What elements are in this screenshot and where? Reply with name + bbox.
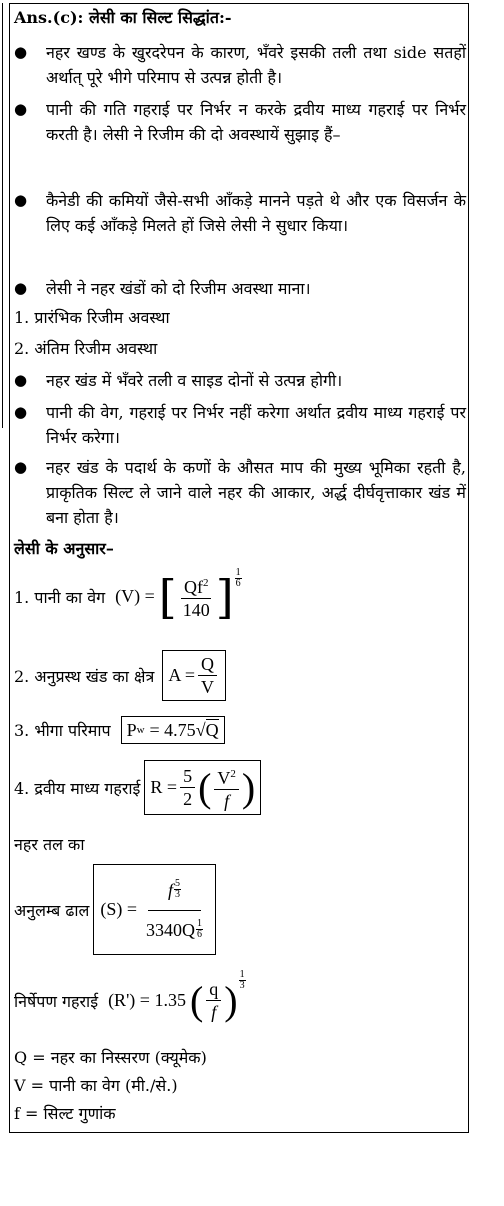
paren-left: ( <box>189 977 204 1023</box>
fraction <box>214 763 239 812</box>
bullet-item <box>14 455 466 530</box>
legend-item: V = पानी का वेग (मी./से.) <box>14 1076 178 1095</box>
bullet-item <box>14 97 466 147</box>
bullet-item <box>14 40 466 90</box>
formula-label: 3. भीगा परिमाप <box>14 721 111 740</box>
formula-lhs: P <box>126 719 137 740</box>
bullet-text: पानी की गति गहराई पर निर्भर न करके द्रवीय माध्य गहराई पर निर्भर करती है। लेसी ने रिजीम की दो अवस्थायें सुझाइ हैं– <box>46 100 466 144</box>
formula-perimeter <box>14 716 225 744</box>
numerator: 5 <box>180 765 195 788</box>
exponent: 2 <box>230 768 236 780</box>
formula-lhs: (R') = 1.35 <box>108 990 186 1010</box>
power-fraction <box>174 879 181 900</box>
bullet-dot-icon: ● <box>14 191 28 209</box>
left-margin-line <box>2 3 3 428</box>
denominator: f <box>224 791 230 811</box>
fraction <box>143 869 206 950</box>
power-numerator: 1 <box>239 969 245 980</box>
bullet-dot-icon: ● <box>14 43 28 61</box>
bullet-dot-icon: ● <box>14 100 28 118</box>
bullet-item <box>14 276 466 301</box>
denominator: f <box>211 1002 217 1022</box>
numerator: q <box>206 978 221 1001</box>
power-fraction <box>235 568 242 589</box>
fraction <box>180 765 195 810</box>
power-denominator: 6 <box>235 578 241 589</box>
power-numerator: 1 <box>235 567 241 578</box>
bullet-dot-icon: ● <box>14 371 28 389</box>
formula-box <box>144 760 261 815</box>
bracket-left: [ <box>158 569 177 624</box>
bullet-text: नहर खण्ड के खुरदरेपन के कारण, भँवरे इसकी तली तथा side सतहों अर्थात् पूरे भीगे परिमाप से उत्पन्न होती है। <box>46 43 466 87</box>
lacey-heading: लेसी के अनुसार– <box>14 539 114 558</box>
formula-lhs: (V) = <box>115 586 155 606</box>
formula-label: 4. द्रवीय माध्य गहराई <box>14 778 141 798</box>
bullet-text: नहर खंड के पदार्थ के कणों के औसत माप की मुख्य भूमिका रहती है, प्राकृतिक सिल्ट ले जाने वाले नहर की आकार, अर्द्ध दीर्घवृत्ताकार खंड में बना होता है। <box>46 458 466 527</box>
denominator: V <box>201 677 215 697</box>
power-denominator: 3 <box>175 889 181 900</box>
formula-pre-label: नहर तल का <box>14 835 85 854</box>
power-fraction <box>196 919 203 940</box>
bullet-text: लेसी ने नहर खंडों को दो रिजीम अवस्था माना। <box>46 279 311 298</box>
denominator: 140 <box>182 600 210 620</box>
paren-right: ) <box>224 977 238 1023</box>
denominator: 2 <box>183 789 193 809</box>
radicand: Q <box>205 720 219 740</box>
subscript: w <box>136 724 145 736</box>
formula-label: निर्षेपण गहराई <box>14 991 99 1011</box>
bullet-dot-icon: ● <box>14 279 28 297</box>
formula-label: अनुलम्ब ढाल <box>14 900 90 920</box>
bullet-item <box>14 400 466 450</box>
denominator: 3340Q <box>146 920 196 940</box>
formula-lhs: A = <box>168 665 196 685</box>
formula-box <box>162 650 226 701</box>
numerator: V <box>217 768 231 788</box>
bullet-item <box>14 368 466 393</box>
bullet-text: कैनेडी की कमियों जैसे-सभी आँकड़े मानने पड़ते थे और एक विसर्जन के लिए कई आँकड़े मिलते हों जिसे लेसी ने सुधार किया। <box>46 191 466 235</box>
formula-lhs: R = <box>150 777 178 797</box>
numerator: Qf <box>183 577 203 597</box>
power-denominator: 6 <box>197 929 203 940</box>
power-numerator: 5 <box>175 878 181 889</box>
fraction <box>206 978 221 1023</box>
answer-heading: Ans.(c): लेसी का सिल्ट सिद्धांत:- <box>14 8 232 27</box>
formula-box <box>121 716 225 744</box>
legend-item: f = सिल्ट गुणांक <box>14 1104 116 1123</box>
power-numerator: 1 <box>197 918 203 929</box>
numerator: Q <box>198 653 217 676</box>
bullet-text: नहर खंड में भँवरे तली व साइड दोनों से उत्पन्न होगी। <box>46 371 343 390</box>
fraction <box>198 653 217 698</box>
formula-scour-depth <box>14 969 246 1023</box>
formula-area <box>14 650 226 701</box>
paren-right: ) <box>241 764 256 810</box>
bullet-dot-icon: ● <box>14 458 28 476</box>
formula-label: 2. अनुप्रस्थ खंड का क्षेत्र <box>14 666 155 686</box>
formula-velocity <box>14 567 242 624</box>
exponent: 2 <box>202 577 209 589</box>
bullet-text: पानी की वेग, गहराई पर निर्भर नहीं करेगा अर्थात द्रवीय माध्य गहराई पर निर्भर करेगा। <box>46 403 466 447</box>
power-fraction <box>239 970 246 991</box>
formula-hydraulic-depth <box>14 760 261 815</box>
formula-box <box>93 864 216 955</box>
numbered-item: 2. अंतिम रिजीम अवस्था <box>14 339 158 358</box>
formula-label: 1. पानी का वेग <box>14 587 106 607</box>
fraction <box>180 572 213 621</box>
bracket-right: ] <box>215 569 234 624</box>
formula-lhs: (S) = <box>100 899 138 919</box>
formula-rhs: = 4.75 <box>149 719 196 740</box>
numerator: f <box>168 880 174 900</box>
bullet-item <box>14 188 466 238</box>
legend-item: Q = नहर का निस्सरण (क्यूमेक) <box>14 1048 207 1067</box>
numbered-item: 1. प्रारंभिक रिजीम अवस्था <box>14 308 170 327</box>
formula-slope <box>14 864 216 955</box>
paren-left: ( <box>198 764 212 810</box>
sqrt-icon: √ <box>195 719 206 740</box>
power-denominator: 3 <box>239 980 245 991</box>
bullet-dot-icon: ● <box>14 403 28 421</box>
